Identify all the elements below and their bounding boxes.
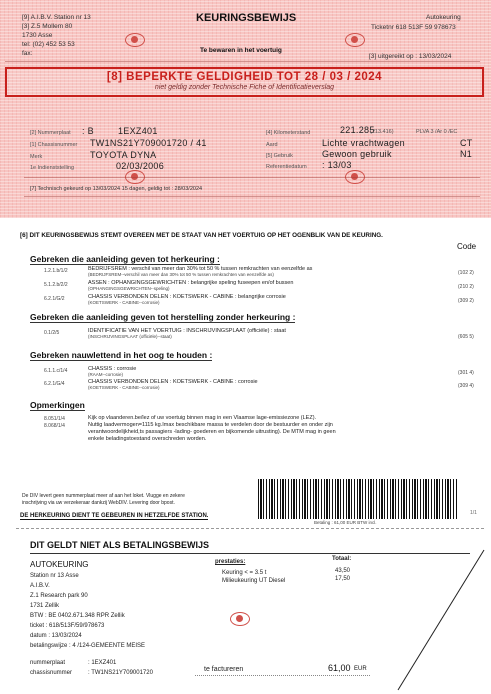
divider <box>5 61 480 62</box>
section-title-monitor: Gebreken nauwlettend in het oog te houden : <box>30 350 213 360</box>
station-name: [9] A.I.B.V. Station nr 13 <box>22 14 91 21</box>
remark-code: 8.068/1/4 <box>44 423 65 429</box>
make-label: Merk <box>30 154 43 160</box>
defect-text: CHASSIS VERBONDEN DELEN : KOETSWERK - CABINE : belangrijke corrosie <box>88 294 286 300</box>
eye-icon <box>230 612 250 626</box>
payment-amount-small: Betaling : 61,00 EUR BTW incl. <box>314 520 377 525</box>
reinspection-warning: DE HERKEURING DIENT TE GEBEUREN IN HETZELFDE STATION. <box>20 513 209 519</box>
service-name: Milieukeuring UT Diesel <box>222 578 286 584</box>
statement-text: [6] DIT KEURINGSBEWIJS STEMT OVEREEN MET DE STAAT VAN HET VOERTUIG OP HET OGENBLIK VAN DE KEURING. <box>20 232 383 239</box>
usage-code: N1 <box>460 149 473 159</box>
chassis-label: [1] Chassisnummer <box>30 142 78 148</box>
invoice-line: BTW : BE 0402.671.348 RPR Zellik <box>30 613 125 619</box>
defect-subtext: (INSCHRIJVINGSPLAAT (officiële)--staat) <box>88 334 172 339</box>
defect-text: CHASSIS VERBONDEN DELEN : KOETSWERK - CABINE : corrosie <box>88 379 258 385</box>
defect-ref: (605 5) <box>458 334 474 340</box>
first-registration-label: 1e Indienststelling <box>30 165 75 171</box>
section-title-reinspection: Gebreken die aanleiding geven tot herkeuring : <box>30 254 220 264</box>
service-amount: 17,50 <box>335 576 351 582</box>
divider <box>24 196 480 197</box>
usage-value: Gewoon gebruik <box>322 149 392 159</box>
defect-code: 6.2.1/G/4 <box>44 381 65 387</box>
plate-label: [2] Nummerplaat <box>30 130 71 136</box>
dotted-line <box>195 675 370 676</box>
defect-code: 6.2.1/G/2 <box>44 296 65 302</box>
code-header: Code <box>457 242 477 251</box>
invoice-line: datum : 13/03/2024 <box>30 633 82 639</box>
tear-line <box>16 528 484 529</box>
to-invoice-label: te factureren <box>204 666 244 673</box>
defect-subtext: (KOETSWERK - CABINE--corrosie) <box>88 300 160 305</box>
technical-inspection-line: [7] Technisch gekeurd op 13/03/2024 15 dagen, geldig tot : 28/03/2024 <box>30 186 203 192</box>
div-note: De DIV levert geen nummerplaat meer af aan het loket. Vlugge en zekere <box>22 493 185 499</box>
defect-subtext: (OPHANGINGSGEWRICHTEN--speling) <box>88 286 170 291</box>
invoice-line: ticket : 618/513F/59/978673 <box>30 623 105 629</box>
defect-subtext: (RAAM--corrosie) <box>88 372 124 377</box>
defect-ref: (309 4) <box>458 383 474 389</box>
remarks-title: Opmerkingen <box>30 400 85 410</box>
defect-ref: (102 2) <box>458 270 474 276</box>
defect-ref: (309 2) <box>458 298 474 304</box>
remark-text: verantwoordelijkheid,ts passagiers -lading- goederen en bijkomende uitrusting). De MTM mag in geen <box>88 429 336 435</box>
invoice-line: A.I.B.V. <box>30 583 50 589</box>
chassis-value: TW1NS21Y709001720 / 41 <box>90 138 207 148</box>
invoice-total: 61,00 <box>328 663 351 673</box>
defect-text: CHASSIS : corrosie <box>88 366 137 372</box>
restricted-validity-title: [8] BEPERKTE GELDIGHEID TOT 28 / 03 / 2024 <box>106 71 383 83</box>
invoice-heading: DIT GELDT NIET ALS BETALINGSBEWIJS <box>30 540 210 550</box>
barcode <box>258 479 458 519</box>
defect-subtext: (KOETSWERK - CABINE--corrosie) <box>88 385 160 390</box>
defect-code: 6.1.1.c/1/4 <box>44 368 68 374</box>
eye-icon <box>345 33 365 47</box>
services-title: prestaties: <box>215 559 246 565</box>
restricted-validity-banner <box>5 67 484 97</box>
odometer-previous: (213.416) <box>370 129 394 135</box>
certificate-header-form <box>0 0 491 218</box>
remark-text: enkele beladingstoestand overschreden worden. <box>88 436 207 442</box>
defect-ref: (210 2) <box>458 284 474 290</box>
plva-code: PLVA 3 /Ar 0 /EC <box>416 129 458 135</box>
plate-value: 1EXZ401 <box>118 126 158 136</box>
category-value: Lichte vrachtwagen <box>322 138 405 148</box>
usage-label: [5] Gebruik <box>266 153 293 159</box>
defect-text: BEDRIJFSREM : verschil van meer dan 30% tot 50 % tussen remkrachten van eenzelfde as <box>88 266 313 272</box>
invoice-line: Station nr 13 Asse <box>30 573 79 579</box>
defect-ref: (301 4) <box>458 370 474 376</box>
chassis-label: chassisnummer <box>30 670 73 676</box>
remark-text: Nuttig laadvermogen=1115 kg.Imax beschikbare massa te verdelen door de bestuurder en onder zijn <box>88 422 333 428</box>
make-value: TOYOTA DYNA <box>90 150 157 160</box>
inspection-type: Autokeuring <box>426 14 461 21</box>
page-number: 1/1 <box>470 510 477 516</box>
odometer-value: 221.285 <box>340 125 375 135</box>
section-title-repair: Gebreken die aanleiding geven tot herstelling zonder herkeuring : <box>30 312 296 322</box>
category-label: Aard <box>266 142 278 148</box>
defect-text: IDENTIFICATIE VAN HET VOERTUIG : INSCHRIJVINGSPLAAT (officiële) : staat <box>88 328 286 334</box>
first-registration-value: 02/03/2006 <box>116 161 165 171</box>
service-amount: 43,50 <box>335 568 351 574</box>
station-fax: fax: <box>22 50 33 57</box>
issue-date: [3] uitgereikt op : 13/03/2024 <box>369 53 452 60</box>
invoice-line: betalingswijze : 4 /124-GEMEENTE MEISE <box>30 643 146 649</box>
reference-date-value: : 13/03 <box>322 160 352 170</box>
defect-code: 5.1.2.b/2/2 <box>44 282 68 288</box>
defect-code: 1.2.1.b/1/2 <box>44 268 68 274</box>
plate-label: nummerplaat <box>30 660 66 666</box>
chassis-value: : TW1NS21Y709001720 <box>88 670 153 676</box>
eye-icon <box>125 33 145 47</box>
defect-code: 0.1/2/5 <box>44 330 60 336</box>
invoice-line: Z.1 Research park 90 <box>30 593 88 599</box>
keep-in-vehicle-note: Te bewaren in het voertuig <box>200 47 282 54</box>
category-code: CT <box>460 138 473 148</box>
defect-text: ASSEN : OPHANGINGSGEWRICHTEN : belangrijke speling fuseepen en/of bussen <box>88 280 294 286</box>
invoice-line: 1731 Zellik <box>30 603 60 609</box>
ticket-number: Ticketnr 618 513F 59 978673 <box>371 24 456 31</box>
document-title: KEURINGSBEWIJS <box>196 12 297 24</box>
remark-text: Kijk op vlaanderen.be/lez of uw voertuig binnen mag in een Vlaamse lage-emissiezone (LEZ). <box>88 415 317 421</box>
defect-subtext: (BEDRIJFSREM--verschil van meer dan 30% tot 50 % tussen remkrachten van eenzelfde as) <box>88 272 274 277</box>
plate-value: : 1EXZ401 <box>88 660 117 666</box>
divider <box>24 177 480 178</box>
remark-code: 8.051/1/4 <box>44 416 65 422</box>
restricted-validity-note: niet geldig zonder Technische Fiche of Identificatieverslag <box>154 84 335 91</box>
service-name: Keuring < = 3.5 t <box>222 570 267 576</box>
total-label: Totaal: <box>332 556 352 562</box>
reference-date-label: Referentiedatum <box>266 164 307 170</box>
pen-stroke <box>380 530 491 694</box>
invoice-company: AUTOKEURING <box>30 560 89 569</box>
station-phone: tel: (02) 452 53 53 <box>22 41 75 48</box>
plate-country: : B <box>82 126 94 136</box>
odometer-label: [4] Kilometerstand <box>266 130 311 136</box>
div-note: inschrijving via uw verzekeraar dankzij WebDIV. Levering door bpost. <box>22 500 175 506</box>
station-postcode: 1730 Asse <box>22 32 53 39</box>
invoice-currency: EUR <box>354 666 367 672</box>
station-address: [3] Z.5 Mollem 80 <box>22 23 73 30</box>
